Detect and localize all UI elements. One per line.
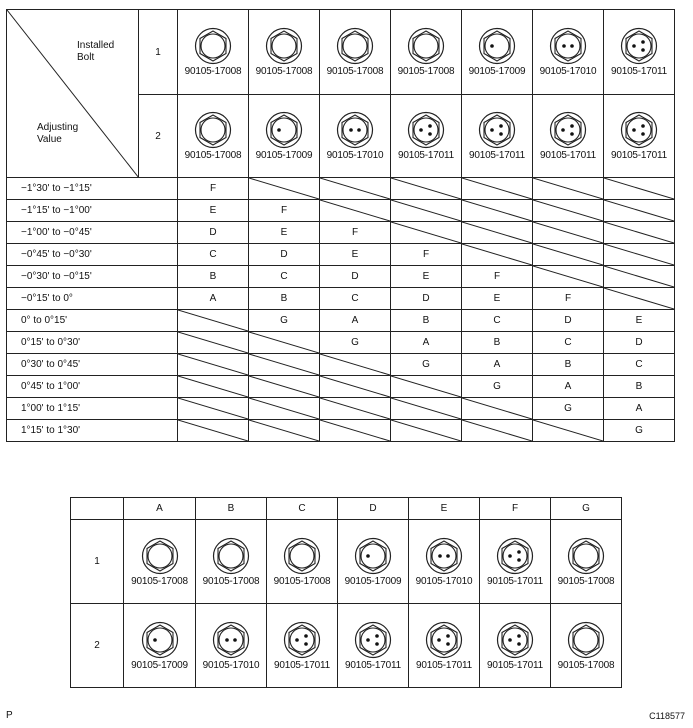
bolt-marking-dot xyxy=(641,124,645,128)
bolt-marking-dot xyxy=(561,128,565,132)
adjusting-range-label: 0°30' to 0°45' xyxy=(7,354,178,376)
not-applicable-cell xyxy=(178,420,249,442)
slash-line xyxy=(462,178,532,199)
slash-line xyxy=(178,420,248,441)
slash-line xyxy=(178,310,248,331)
bolt-combination-letter: B xyxy=(249,288,320,310)
bolt-combination-letter: E xyxy=(320,244,391,266)
not-applicable-cell xyxy=(320,178,391,200)
bolt-marking-dot xyxy=(641,40,645,44)
bolt-combination-letter: D xyxy=(178,222,249,244)
part-number: 90105-17008 xyxy=(557,575,615,587)
bolt-marking-dot xyxy=(517,634,521,638)
bolt-head-icon xyxy=(549,111,587,149)
part-number: 90105-17011 xyxy=(397,150,454,161)
part-number: 90105-17008 xyxy=(557,659,615,671)
bolt-cell xyxy=(124,520,196,604)
bolt-cell xyxy=(124,604,196,688)
bolt-marking-dot xyxy=(570,44,574,48)
bolt-head-icon xyxy=(194,27,232,65)
not-applicable-cell xyxy=(533,200,604,222)
bolt-marking-dot xyxy=(641,132,645,136)
bolt-combination-letter: F xyxy=(533,288,604,310)
bolt-head-icon xyxy=(549,27,587,65)
slash-line xyxy=(604,200,674,221)
header-diagonal-cell xyxy=(7,10,139,178)
bolt-combination-letter: B xyxy=(604,376,675,398)
bolt-marking-dot xyxy=(428,132,432,136)
not-applicable-cell xyxy=(533,266,604,288)
bolt-head-icon xyxy=(212,621,250,659)
slash-line xyxy=(604,266,674,287)
adjusting-range-label: −1°15' to −1°00' xyxy=(7,200,178,222)
not-applicable-cell xyxy=(604,200,675,222)
slash-line xyxy=(462,200,532,221)
page-mark: P xyxy=(6,710,13,721)
slash-line xyxy=(249,376,319,397)
bolt-combination-letter: C xyxy=(320,288,391,310)
column-letter-header: C xyxy=(267,498,338,520)
bolt-marking-dot xyxy=(375,634,379,638)
bolt-marking-dot xyxy=(499,124,503,128)
bolt-combination-letter: A xyxy=(533,376,604,398)
adjusting-range-label: −1°00' to −0°45' xyxy=(7,222,178,244)
bolt-head-icon xyxy=(194,111,232,149)
part-number: 90105-17008 xyxy=(184,150,242,161)
table-row xyxy=(7,288,675,310)
bolt-marking-dot xyxy=(446,634,450,638)
not-applicable-cell xyxy=(462,244,533,266)
bolt-head-icon xyxy=(567,537,605,575)
installed-bolt-label: Installed Bolt xyxy=(77,40,115,63)
slash-line xyxy=(249,354,319,375)
bolt-marking-dot xyxy=(508,638,512,642)
not-applicable-cell xyxy=(604,178,675,200)
bolt-marking-dot xyxy=(357,128,361,132)
bolt-head-icon xyxy=(141,621,179,659)
bolt-cell xyxy=(338,604,409,688)
bolt-combination-letter: A xyxy=(604,398,675,420)
bolt-combination-letter: B xyxy=(391,310,462,332)
table-row xyxy=(7,200,675,222)
bolt-combination-letter: E xyxy=(462,288,533,310)
bolt-head-icon xyxy=(336,27,374,65)
not-applicable-cell xyxy=(462,200,533,222)
slash-line xyxy=(462,222,532,243)
not-applicable-cell xyxy=(178,398,249,420)
bolt-combination-letter: F xyxy=(320,222,391,244)
part-number: 90105-17009 xyxy=(468,66,526,77)
table-row xyxy=(7,376,675,398)
slash-line xyxy=(533,222,603,243)
bolt-combination-letter: F xyxy=(391,244,462,266)
bolt-marking-dot xyxy=(428,124,432,128)
slash-line xyxy=(320,398,390,419)
table-row xyxy=(71,604,622,688)
not-applicable-cell xyxy=(320,398,391,420)
slash-line xyxy=(391,178,461,199)
slash-line xyxy=(178,376,248,397)
slash-line xyxy=(249,398,319,419)
slash-line xyxy=(533,266,603,287)
bolt-combination-letter: G xyxy=(320,332,391,354)
not-applicable-cell xyxy=(533,420,604,442)
bolt-position-label: 2 xyxy=(71,604,124,688)
bolt-head-icon xyxy=(620,111,658,149)
adjustment-table xyxy=(6,9,675,442)
table-row xyxy=(7,398,675,420)
bolt-head-icon xyxy=(567,621,605,659)
bolt-marking-dot xyxy=(632,128,636,132)
not-applicable-cell xyxy=(178,376,249,398)
bolt-head-icon xyxy=(407,27,445,65)
bolt-head-icon xyxy=(478,111,516,149)
bolt-head-icon xyxy=(283,537,321,575)
slash-line xyxy=(391,420,461,441)
slash-line xyxy=(604,222,674,243)
bolt-marking-dot xyxy=(437,638,441,642)
not-applicable-cell xyxy=(462,222,533,244)
bolt-cell xyxy=(267,520,338,604)
not-applicable-cell xyxy=(178,354,249,376)
bolt-combination-letter: A xyxy=(391,332,462,354)
adjusting-range-label: 0°45' to 1°00' xyxy=(7,376,178,398)
corner-cell xyxy=(71,498,124,520)
bolt-cell xyxy=(320,95,391,178)
bolt-marking-dot xyxy=(419,128,423,132)
column-letter-header: A xyxy=(124,498,196,520)
bolt-marking-dot xyxy=(277,128,281,132)
adjusting-range-label: −1°30' to −1°15' xyxy=(7,178,178,200)
not-applicable-cell xyxy=(391,222,462,244)
bolt-combination-letter: D xyxy=(249,244,320,266)
not-applicable-cell xyxy=(249,178,320,200)
bolt-combination-letter: C xyxy=(178,244,249,266)
adjusting-range-label: 0° to 0°15' xyxy=(7,310,178,332)
bolt-combination-letter: E xyxy=(604,310,675,332)
bolt-combination-letter: D xyxy=(533,310,604,332)
bolt-cell xyxy=(320,10,391,95)
diagonal-line xyxy=(7,10,139,178)
bolt-cell xyxy=(533,10,604,95)
not-applicable-cell xyxy=(533,178,604,200)
row-number-1: 1 xyxy=(139,10,178,95)
row-number-2: 2 xyxy=(139,95,178,178)
bolt-cell xyxy=(462,10,533,95)
bolt-marking-dot xyxy=(517,558,521,562)
not-applicable-cell xyxy=(249,354,320,376)
bolt-combination-letter: C xyxy=(604,354,675,376)
bolt-cell xyxy=(551,520,622,604)
bolt-combination-letter: D xyxy=(391,288,462,310)
bolt-cell xyxy=(480,520,551,604)
bolt-marking-dot xyxy=(153,638,157,642)
bolt-marking-dot xyxy=(304,642,308,646)
bolt-head-icon xyxy=(620,27,658,65)
slash-line xyxy=(533,200,603,221)
bolt-combination-letter: A xyxy=(320,310,391,332)
slash-line xyxy=(178,332,248,353)
slash-line xyxy=(462,398,532,419)
bolt-combination-letter: G xyxy=(249,310,320,332)
bolt-head-icon xyxy=(407,111,445,149)
not-applicable-cell xyxy=(391,420,462,442)
not-applicable-cell xyxy=(462,420,533,442)
bolt-position-label: 1 xyxy=(71,520,124,604)
bolt-head-icon xyxy=(141,537,179,575)
adjusting-range-label: −0°45' to −0°30' xyxy=(7,244,178,266)
bolt-marking-dot xyxy=(641,48,645,52)
bolt-marking-dot xyxy=(366,638,370,642)
bolt-marking-dot xyxy=(349,128,353,132)
adjusting-range-label: 1°15' to 1°30' xyxy=(7,420,178,442)
slash-line xyxy=(391,398,461,419)
part-number: 90105-17008 xyxy=(273,575,331,587)
part-number: 90105-17011 xyxy=(539,150,596,161)
bolt-combination-letter: G xyxy=(462,376,533,398)
slash-line xyxy=(320,376,390,397)
bolt-marking-dot xyxy=(233,638,237,642)
slash-line xyxy=(178,354,248,375)
bolt-combination-letter: F xyxy=(249,200,320,222)
bolt-cell xyxy=(391,95,462,178)
part-number: 90105-17008 xyxy=(131,575,188,587)
not-applicable-cell xyxy=(249,332,320,354)
not-applicable-cell xyxy=(391,200,462,222)
bolt-marking-dot xyxy=(570,132,574,136)
bolt-marking-dot xyxy=(632,44,636,48)
bolt-combination-letter: E xyxy=(178,200,249,222)
adjusting-range-label: −0°30' to −0°15' xyxy=(7,266,178,288)
bolt-cell xyxy=(196,520,267,604)
bolt-combination-letter: C xyxy=(249,266,320,288)
slash-line xyxy=(320,420,390,441)
not-applicable-cell xyxy=(604,244,675,266)
bolt-combination-letter: C xyxy=(462,310,533,332)
table-row xyxy=(7,310,675,332)
bolt-head-icon xyxy=(354,621,392,659)
not-applicable-cell xyxy=(249,420,320,442)
column-letter-header: F xyxy=(480,498,551,520)
slash-line xyxy=(533,178,603,199)
slash-line xyxy=(533,244,603,265)
slash-line xyxy=(604,178,674,199)
slash-line xyxy=(320,178,390,199)
bolt-cell xyxy=(196,604,267,688)
not-applicable-cell xyxy=(391,178,462,200)
bolt-cell xyxy=(409,604,480,688)
bolt-reference-table xyxy=(70,497,622,688)
bolt-marking-dot xyxy=(304,634,308,638)
bolt-head-icon xyxy=(265,111,303,149)
slash-line xyxy=(604,244,674,265)
bolt-head-icon xyxy=(212,537,250,575)
bolt-cell xyxy=(409,520,480,604)
part-number: 90105-17011 xyxy=(344,659,401,671)
bolt-cell xyxy=(338,520,409,604)
figure-code: C118577 xyxy=(649,711,685,721)
slash-line xyxy=(391,376,461,397)
part-number: 90105-17011 xyxy=(415,659,472,671)
bolt-head-icon xyxy=(336,111,374,149)
part-number: 90105-17011 xyxy=(486,659,543,671)
bolt-combination-letter: B xyxy=(533,354,604,376)
table-row xyxy=(7,266,675,288)
part-number: 90105-17010 xyxy=(326,150,384,161)
not-applicable-cell xyxy=(391,376,462,398)
bolt-cell xyxy=(267,604,338,688)
bolt-marking-dot xyxy=(295,638,299,642)
part-number: 90105-17009 xyxy=(131,659,188,671)
table-row xyxy=(7,332,675,354)
adjusting-range-label: 1°00' to 1°15' xyxy=(7,398,178,420)
bolt-head-icon xyxy=(425,537,463,575)
bolt-marking-dot xyxy=(517,642,521,646)
bolt-cell xyxy=(604,10,675,95)
bolt-marking-dot xyxy=(446,642,450,646)
bolt-combination-letter: B xyxy=(462,332,533,354)
part-number: 90105-17008 xyxy=(397,66,455,77)
adjusting-value-label: Adjusting Value xyxy=(37,122,79,145)
bolt-head-icon xyxy=(425,621,463,659)
part-number: 90105-17009 xyxy=(255,150,313,161)
part-number: 90105-17008 xyxy=(202,575,260,587)
slash-line xyxy=(391,222,461,243)
not-applicable-cell xyxy=(533,244,604,266)
bolt-combination-letter: G xyxy=(533,398,604,420)
bolt-marking-dot xyxy=(225,638,229,642)
bolt-combination-letter: E xyxy=(249,222,320,244)
bolt-cell xyxy=(551,604,622,688)
bolt-marking-dot xyxy=(570,124,574,128)
bolt-marking-dot xyxy=(508,554,512,558)
column-letter-header: D xyxy=(338,498,409,520)
table-row xyxy=(7,420,675,442)
column-letter-header: G xyxy=(551,498,622,520)
bolt-marking-dot xyxy=(490,44,494,48)
not-applicable-cell xyxy=(320,376,391,398)
part-number: 90105-17011 xyxy=(468,150,525,161)
bolt-marking-dot xyxy=(517,550,521,554)
slash-line xyxy=(249,178,319,199)
bolt-head-icon xyxy=(496,621,534,659)
bolt-head-icon xyxy=(354,537,392,575)
not-applicable-cell xyxy=(604,222,675,244)
bolt-combination-letter: A xyxy=(462,354,533,376)
not-applicable-cell xyxy=(320,200,391,222)
bolt-combination-letter: F xyxy=(178,178,249,200)
part-number: 90105-17010 xyxy=(202,659,260,671)
not-applicable-cell xyxy=(320,354,391,376)
bolt-cell xyxy=(178,95,249,178)
part-number: 90105-17011 xyxy=(610,66,667,77)
bolt-combination-letter: G xyxy=(604,420,675,442)
table-row xyxy=(7,178,675,200)
table-row xyxy=(71,520,622,604)
bolt-cell xyxy=(178,10,249,95)
slash-line xyxy=(249,420,319,441)
adjusting-range-label: −0°15' to 0° xyxy=(7,288,178,310)
not-applicable-cell xyxy=(604,266,675,288)
table-row xyxy=(7,222,675,244)
table-row xyxy=(7,354,675,376)
bolt-cell xyxy=(249,95,320,178)
bolt-marking-dot xyxy=(375,642,379,646)
part-number: 90105-17009 xyxy=(344,575,402,587)
bolt-combination-letter: D xyxy=(320,266,391,288)
bolt-cell xyxy=(391,10,462,95)
bolt-marking-dot xyxy=(446,554,450,558)
slash-line xyxy=(391,200,461,221)
part-number: 90105-17010 xyxy=(539,66,597,77)
bolt-marking-dot xyxy=(438,554,442,558)
slash-line xyxy=(462,420,532,441)
bolt-marking-dot xyxy=(490,128,494,132)
bolt-combination-letter: C xyxy=(533,332,604,354)
part-number: 90105-17008 xyxy=(255,66,313,77)
not-applicable-cell xyxy=(604,288,675,310)
bolt-cell xyxy=(604,95,675,178)
bolt-combination-letter: E xyxy=(391,266,462,288)
not-applicable-cell xyxy=(178,332,249,354)
part-number: 90105-17011 xyxy=(486,575,543,587)
bolt-combination-letter: B xyxy=(178,266,249,288)
not-applicable-cell xyxy=(391,398,462,420)
bolt-combination-letter: D xyxy=(604,332,675,354)
part-number: 90105-17011 xyxy=(610,150,667,161)
bolt-combination-letter: G xyxy=(391,354,462,376)
part-number: 90105-17008 xyxy=(326,66,384,77)
bolt-head-icon xyxy=(283,621,321,659)
slash-line xyxy=(462,244,532,265)
bolt-marking-dot xyxy=(366,554,370,558)
not-applicable-cell xyxy=(533,222,604,244)
bolt-cell xyxy=(480,604,551,688)
slash-line xyxy=(604,288,674,309)
bolt-head-icon xyxy=(265,27,303,65)
part-number: 90105-17010 xyxy=(415,575,473,587)
part-number: 90105-17011 xyxy=(273,659,330,671)
column-letter-header: E xyxy=(409,498,480,520)
bolt-marking-dot xyxy=(562,44,566,48)
adjusting-range-label: 0°15' to 0°30' xyxy=(7,332,178,354)
not-applicable-cell xyxy=(178,310,249,332)
not-applicable-cell xyxy=(249,376,320,398)
not-applicable-cell xyxy=(320,420,391,442)
not-applicable-cell xyxy=(462,178,533,200)
slash-line xyxy=(178,398,248,419)
not-applicable-cell xyxy=(462,398,533,420)
table-row xyxy=(7,244,675,266)
slash-line xyxy=(320,200,390,221)
slash-line xyxy=(320,354,390,375)
bolt-combination-letter: A xyxy=(178,288,249,310)
slash-line xyxy=(249,332,319,353)
slash-line xyxy=(533,420,603,441)
not-applicable-cell xyxy=(249,398,320,420)
bolt-combination-letter: F xyxy=(462,266,533,288)
bolt-cell xyxy=(462,95,533,178)
bolt-cell xyxy=(249,10,320,95)
bolt-head-icon xyxy=(478,27,516,65)
bolt-head-icon xyxy=(496,537,534,575)
part-number: 90105-17008 xyxy=(184,66,242,77)
bolt-marking-dot xyxy=(499,132,503,136)
bolt-cell xyxy=(533,95,604,178)
column-letter-header: B xyxy=(196,498,267,520)
